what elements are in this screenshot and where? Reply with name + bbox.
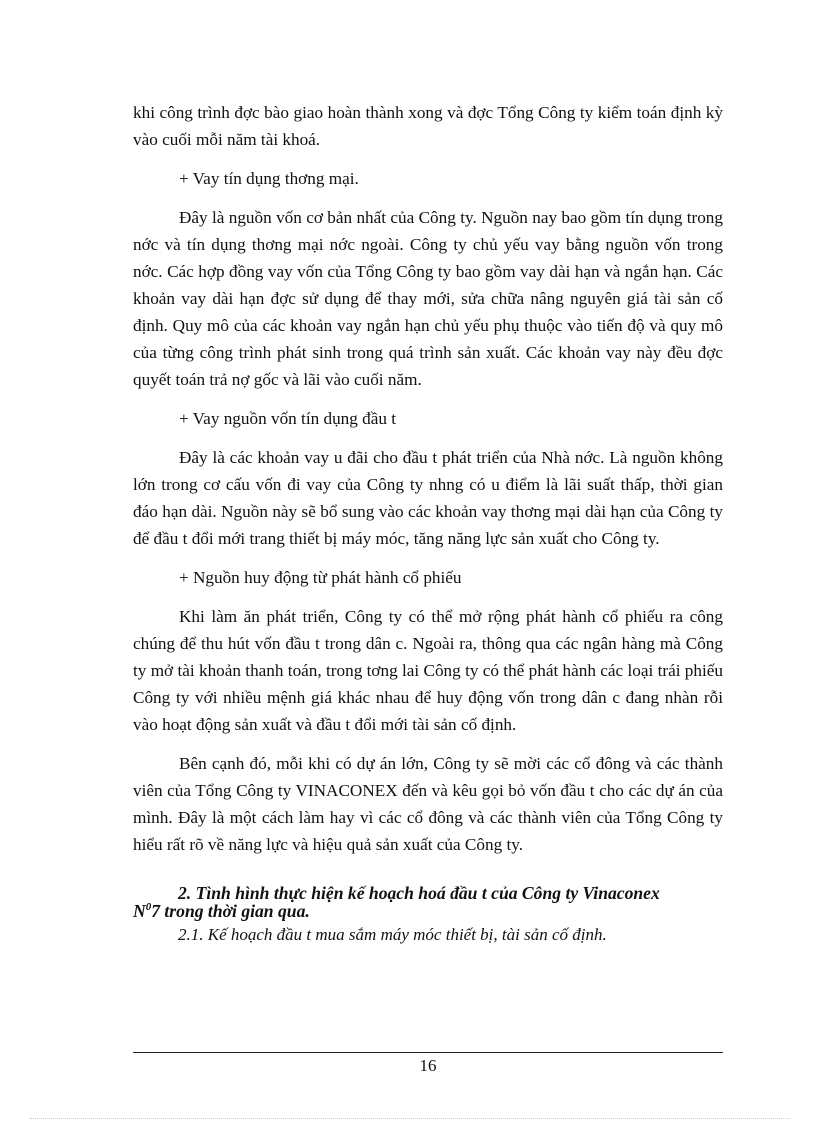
- subsection-commercial-credit: + Vay tín dụng thơng mại.: [179, 169, 359, 188]
- body-text: [133, 99, 723, 946]
- heading-n: N: [133, 901, 146, 921]
- heading-superscript: 0: [145, 901, 152, 914]
- paragraph-continuation: khi công trình đợc bào giao hoàn thành xong và đợc Tổng Công ty kiểm toán định kỳ vào cuối mỗi năm tài khoá.: [133, 103, 723, 149]
- footer-rule: [133, 1052, 723, 1053]
- page-number: 16: [419, 1056, 437, 1075]
- paragraph-share-issuance: Khi làm ăn phát triển, Công ty có thể mở rộng phát hành cổ phiếu ra công chúng để thu hút vốn đầu t trong dân c. Ngoài ra, thông qua các ngân hàng mà Công ty mở tài khoản thanh toán, trong tơng lai Công ty có thể phát hành các loại trái phiếu Công ty với nhiều mệnh giá khác nhau để huy động vốn trong dân c đang nhàn rỗi vào hoạt động sản xuất và đầu t đổi mới tài sản cố định.: [133, 607, 723, 734]
- section-heading-line1: 2. Tình hình thực hiện kế hoạch hoá đầu t của Công ty Vinaconex: [178, 883, 660, 903]
- heading-rest: 7 trong thời gian qua.: [151, 901, 310, 921]
- paragraph-shareholders: Bên cạnh đó, mỗi khi có dự án lớn, Công ty sẽ mời các cổ đông và các thành viên của Tổng Công ty VINACONEX đến và kêu gọi bỏ vốn đầu t cho các dự án của mình. Đây là một cách làm hay vì các cổ đông và các thành viên của Tổng Công ty hiểu rất rõ về năng lực và hiệu quả sản xuất của Công ty.: [133, 754, 723, 854]
- paragraph-investment-credit: Đây là các khoản vay u đãi cho đầu t phát triển của Nhà nớc. Là nguồn không lớn trong cơ cấu vốn đi vay của Công ty nhng có u điểm là lãi suất thấp, thời gian đáo hạn dài. Nguồn này sẽ bổ sung vào các khoản vay thơng mại dài hạn của Công ty để đầu t đổi mới trang thiết bị máy móc, tăng năng lực sản xuất cho Công ty.: [133, 448, 723, 548]
- paragraph-commercial-credit: Đây là nguồn vốn cơ bản nhất của Công ty. Nguồn nay bao gồm tín dụng trong nớc và tín dụng thơng mại nớc ngoài. Công ty chủ yếu vay bằng nguồn vốn trong nớc. Các hợp đồng vay vốn của Tổng Công ty bao gồm vay dài hạn và ngắn hạn. Các khoản vay dài hạn đợc sử dụng để thay mới, sửa chữa nâng nguyên giá tài sản cố định. Quy mô của các khoản vay ngắn hạn chủ yếu phụ thuộc vào tiến độ và quy mô của từng công trình phát sinh trong quá trình sản xuất. Các khoản vay này đều đợc quyết toán trả nợ gốc và lãi vào cuối năm.: [133, 208, 723, 389]
- section-heading: [133, 884, 723, 920]
- subsection-share-issuance: + Nguồn huy động từ phát hành cổ phiếu: [179, 568, 462, 587]
- subsection-investment-credit: + Vay nguồn vốn tín dụng đầu t: [179, 409, 397, 428]
- subsection-heading: 2.1. Kế hoạch đầu t mua sắm máy móc thiết bị, tài sản cố định.: [178, 925, 607, 944]
- section-heading-line2: [133, 902, 723, 920]
- page-bottom-border: [30, 1118, 790, 1119]
